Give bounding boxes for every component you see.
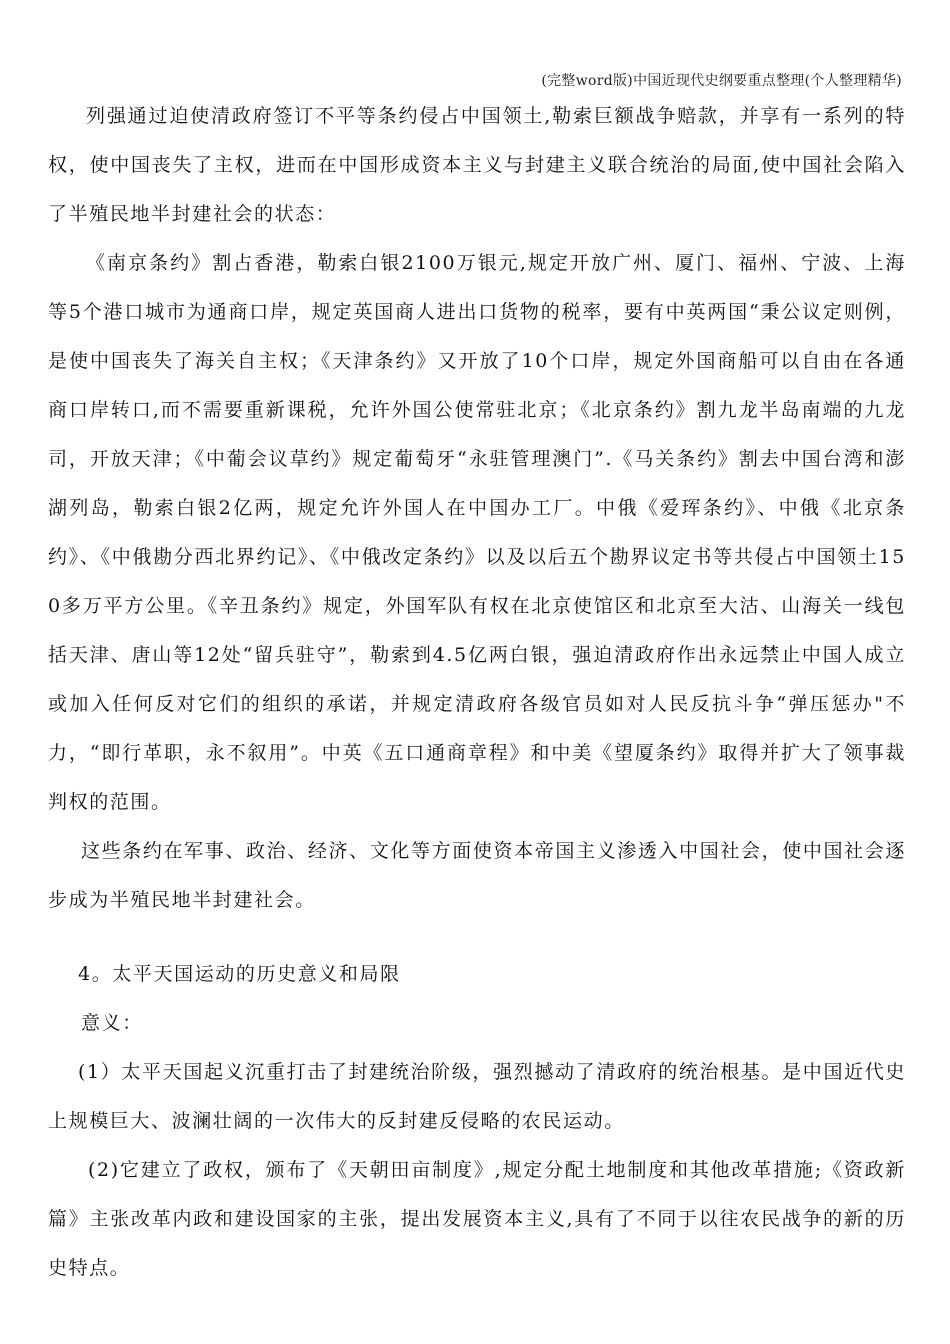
- significance-label: 意义：: [81, 1012, 143, 1034]
- treaties-paragraph: 《南京条约》割占香港，勒索白银2100万银元,规定开放广州、厦门、福州、宁波、上海等5个港口城市为通商口岸，规定英国商人进出口货物的税率，要有中英两国“秉公议定则例，是使中国丧失了海关自主权；《天津条约》又开放了10个口岸，规定外国商船可以自由在各通商口岸转口,而不需要重新课税，允许外国公使常驻北京；《北京条约》割九龙半岛南端的九龙司，开放天津；《中葡会议草约》规定葡萄牙“永驻管理澳门”.《马关条约》割去中国台湾和澎湖列岛，勒索白银2亿两，规定允许外国人在中国办工厂。中俄《爱珲条约》、中俄《北京条约》、《中俄勘分西北界约记》、《中俄改定条约》以及以后五个勘界议定书等共侵占中国领土150多万平方公里。《辛丑条约》规定，外国军队有权在北京使馆区和北京至大沽、山海关一线包括天津、唐山等12处“留兵驻守”，勒索到4.5亿两白银，强迫清政府作出永远禁止中国人成立或加入任何反对它们的组织的承诺，并规定清政府各级官员如对人民反抗斗争“弹压惩办"不力，“即行革职，永不叙用”。中英《五口通商章程》和中美《望厦条约》取得并扩大了领事裁判权的范围。: [48, 252, 906, 813]
- conclusion-paragraph: 这些条约在军事、政治、经济、文化等方面使资本帝国主义渗透入中国社会，使中国社会逐步成为半殖民地半封建社会。: [48, 840, 906, 911]
- significance-point-2: (2)它建立了政权，颁布了《天朝田亩制度》,规定分配土地制度和其他改革措施;《资政新篇》主张改革内政和建设国家的主张，提出发展资本主义,具有了不同于以往农民战争的新的历史特点。: [48, 1159, 906, 1279]
- significance-point-1: (1）太平天国起义沉重打击了封建统治阶级，强烈撼动了清政府的统治根基。是中国近代史上规模巨大、波澜壮阔的一次伟大的反封建反侵略的农民运动。: [48, 1061, 906, 1132]
- intro-paragraph: 列强通过迫使清政府签订不平等条约侵占中国领土,勒索巨额战争赔款，并享有一系列的特权，使中国丧失了主权，进而在中国形成资本主义与封建主义联合统治的局面,使中国社会陷入了半殖民地半封建社会的状态：: [48, 105, 906, 225]
- running-header: (完整word版)中国近现代史纲要重点整理(个人整理精华): [541, 73, 902, 89]
- document-body: [48, 92, 906, 1293]
- section-heading: 4。太平天国运动的历史意义和局限: [78, 963, 401, 985]
